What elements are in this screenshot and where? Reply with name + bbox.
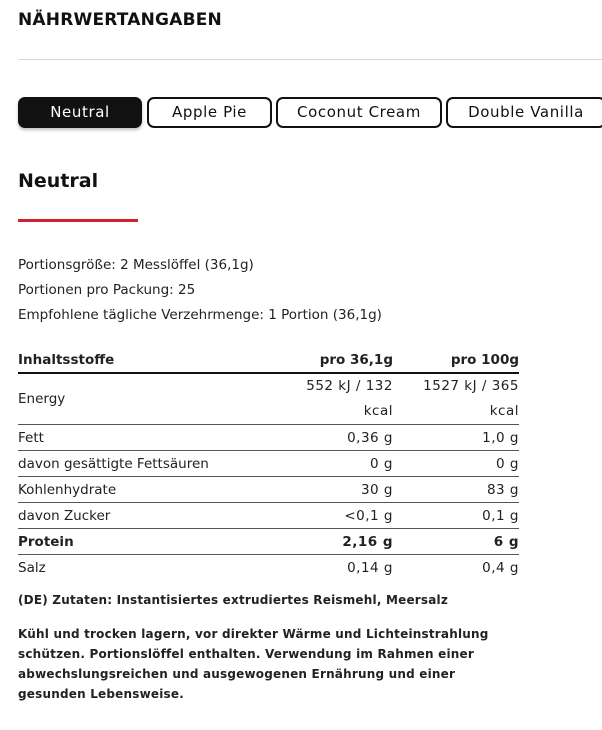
energy-per-portion-unit: kcal: [363, 403, 393, 419]
row-per-portion: 2,16 g: [268, 529, 393, 555]
serving-size: Portionsgröße: 2 Messlöffel (36,1g): [18, 257, 254, 273]
row-label: Fett: [18, 425, 268, 451]
table-row-salt: [18, 555, 519, 581]
row-per-100g: 0,4 g: [482, 559, 519, 576]
row-label: davon gesättigte Fettsäuren: [18, 451, 268, 477]
energy-per-100g-kj: 1527 kJ / 365: [423, 378, 519, 394]
row-label: Protein: [18, 529, 268, 555]
row-per-100g: 0 g: [393, 451, 519, 477]
table-header-row: [18, 348, 519, 373]
accent-underline: [18, 219, 138, 222]
row-per-portion: 0 g: [268, 451, 393, 477]
row-label: davon Zucker: [18, 503, 268, 529]
energy-per-100g-unit: kcal: [489, 403, 519, 419]
section-title: NÄHRWERTANGABEN: [18, 10, 222, 30]
table-row-fett: [18, 425, 519, 451]
row-per-portion: <0,1 g: [268, 503, 393, 529]
table-row-sugar: [18, 503, 519, 529]
serving-info: [18, 256, 382, 331]
energy-per-portion-kj: 552 kJ / 132: [306, 378, 393, 394]
row-per-100g: 6 g: [393, 529, 519, 555]
servings-per-pack: Portionen pro Packung: 25: [18, 282, 196, 298]
storage-instructions: Kühl und trocken lagern, vor direkter Wärme und Lichteinstrahlung schützen. Portionslöffel enthalten. Verwendung im Rahmen einer abwechslungsreichen und ausgewogenen Ernährung und einer gesunden Lebensweise.: [18, 627, 489, 701]
row-per-100g: 1,0 g: [393, 425, 519, 451]
row-label: Salz: [18, 559, 46, 576]
table-row-protein: [18, 529, 519, 555]
table-row-carbohydrates: [18, 477, 519, 503]
row-per-portion: [268, 373, 393, 425]
table-row-energy: [18, 373, 519, 425]
row-per-100g: 0,1 g: [393, 503, 519, 529]
header-per-100g: pro 100g: [393, 348, 519, 373]
row-per-portion: 0,36 g: [268, 425, 393, 451]
flavor-tabs: [18, 97, 602, 132]
row-per-100g: [393, 373, 519, 425]
recommended-intake: Empfohlene tägliche Verzehrmenge: 1 Portion (36,1g): [18, 307, 382, 323]
header-per-portion: pro 36,1g: [268, 348, 393, 373]
nutrition-table: [18, 348, 519, 580]
row-label: Kohlenhydrate: [18, 477, 268, 503]
tab-coconut-cream[interactable]: Coconut Cream: [276, 97, 442, 128]
tab-neutral[interactable]: Neutral: [18, 97, 142, 128]
tab-double-vanilla[interactable]: Double Vanilla: [446, 97, 602, 128]
ingredients-text: (DE) Zutaten: Instantisiertes extrudiertes Reismehl, Meersalz: [18, 593, 449, 607]
row-label: Energy: [18, 373, 268, 425]
row-per-100g: 83 g: [393, 477, 519, 503]
table-row-saturated-fat: [18, 451, 519, 477]
variant-title: Neutral: [18, 170, 99, 192]
row-per-portion: 30 g: [268, 477, 393, 503]
header-ingredients: Inhaltsstoffe: [18, 348, 268, 373]
row-per-portion: 0,14 g: [347, 559, 393, 576]
top-divider: [18, 59, 602, 60]
tab-apple-pie[interactable]: Apple Pie: [147, 97, 272, 128]
